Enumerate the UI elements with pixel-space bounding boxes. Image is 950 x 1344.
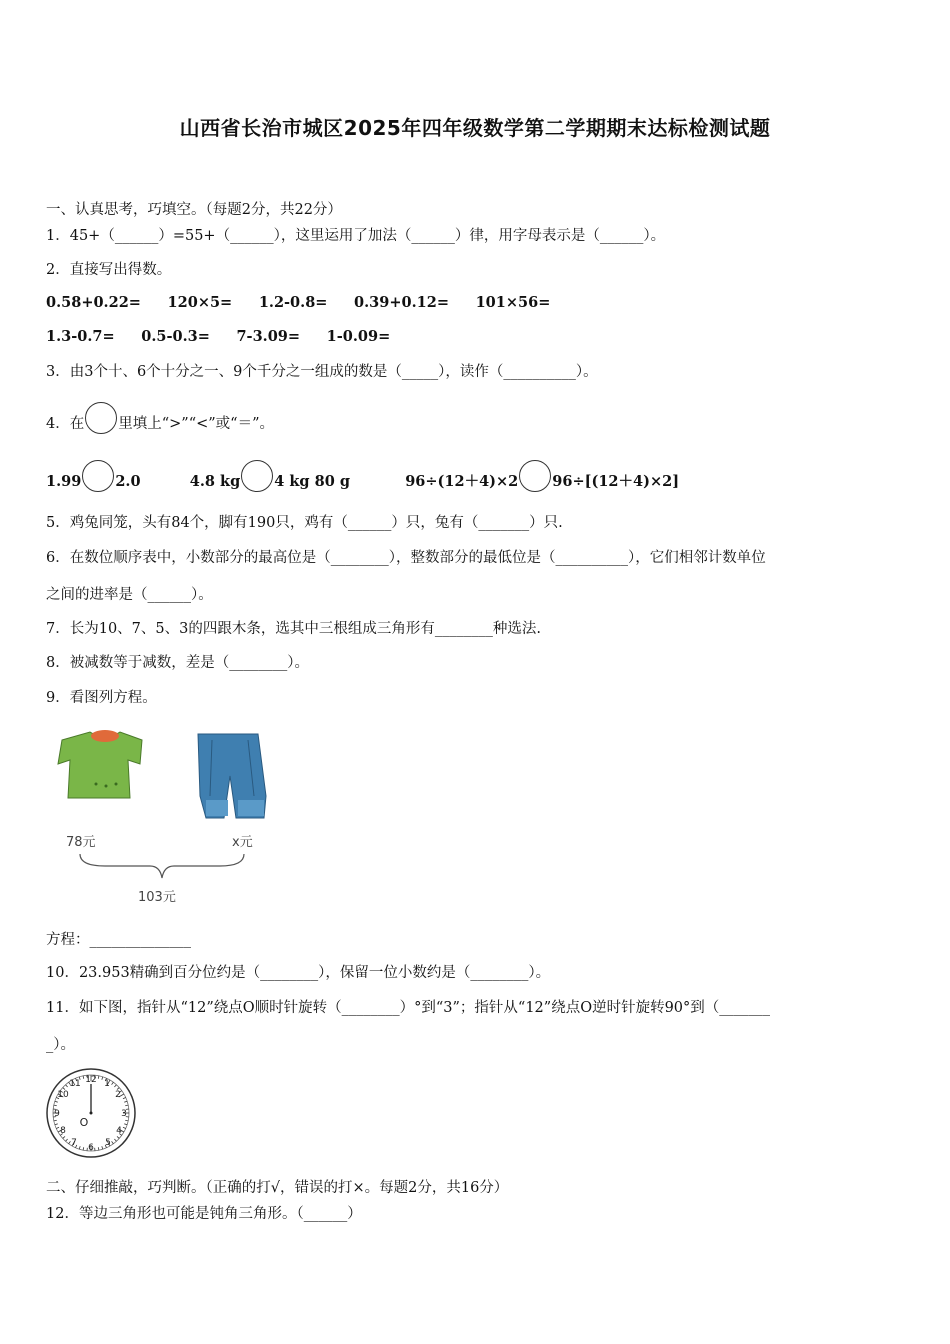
q4-prefix: 4．在	[46, 416, 85, 432]
clock-num-10: 10	[57, 1090, 69, 1100]
compare-row	[46, 466, 679, 498]
calc-item: 1-0.09=	[326, 328, 391, 345]
question-4	[46, 408, 274, 440]
calc-item: 120×5=	[167, 294, 233, 311]
calc-row-2	[46, 327, 412, 347]
calc-item: 0.5-0.3=	[141, 328, 210, 345]
compare-circle	[85, 402, 117, 434]
question-1: 1．45+（______）=55+（______），这里运用了加法（______）律，用字母表示是（______）。	[46, 228, 666, 244]
clock-num-7: 7	[71, 1138, 77, 1148]
calc-row-1	[46, 293, 572, 313]
shirt-price: 78元	[66, 835, 96, 850]
question-6-cont: 之间的进率是（______）。	[46, 587, 213, 603]
calc-item: 1.3-0.7=	[46, 328, 115, 345]
clock-num-5: 5	[105, 1138, 111, 1148]
q4-suffix: 里填上“>”“<”或“＝”。	[118, 416, 275, 432]
compare-circle-3[interactable]	[519, 460, 551, 492]
shirt-image	[58, 730, 142, 798]
clock-num-6: 6	[88, 1143, 94, 1153]
question-7: 7．长为10、7、5、3的四跟木条，选其中三根组成三角形有________种选法.	[46, 621, 541, 637]
question-6: 6．在数位顺序表中，小数部分的最高位是（________），整数部分的最低位是（__________），它们相邻计数单位	[46, 550, 766, 566]
calc-item: 0.39+0.12=	[354, 294, 449, 311]
calc-item: 0.58+0.22=	[46, 294, 141, 311]
compare-a1: 1.99	[46, 473, 82, 490]
total-price: 103元	[138, 890, 176, 905]
clock-num-12: 12	[85, 1075, 97, 1085]
question-2: 2．直接写出得数。	[46, 262, 172, 278]
clock-num-3: 3	[121, 1109, 127, 1119]
clock-num-1: 1	[104, 1079, 110, 1089]
clock-center-label: O	[79, 1116, 89, 1129]
pants-image	[198, 734, 266, 818]
question-3: 3．由3个十、6个十分之一、9个千分之一组成的数是（_____），读作（__________）。	[46, 364, 598, 380]
question-9: 9．看图列方程。	[46, 690, 157, 706]
compare-b1: 2.0	[115, 473, 141, 490]
clock-num-8: 8	[60, 1126, 66, 1136]
compare-b3: 96÷[(12＋4)×2]	[552, 473, 680, 490]
clock-num-2: 2	[115, 1090, 121, 1100]
brace	[80, 854, 244, 878]
calc-item: 1.2-0.8=	[258, 294, 328, 311]
question-12: 12．等边三角形也可能是钝角三角形。（______）	[46, 1206, 362, 1222]
clock-num-9: 9	[54, 1109, 60, 1119]
page-title: 山西省长治市城区2025年四年级数学第二学期期末达标检测试题	[179, 116, 771, 140]
pants-price: x元	[232, 835, 253, 850]
question-5: 5．鸡兔同笼，头有84个，脚有190只，鸡有（______）只，兔有（_______）只.	[46, 515, 563, 531]
clock-figure	[44, 1066, 138, 1160]
compare-b2: 4 kg 80 g	[274, 473, 350, 490]
compare-a3: 96÷(12＋4)×2	[405, 473, 519, 490]
question-11: 11．如下图，指针从“12”绕点O顺时针旋转（________）°到“3”；指针从“12”绕点O逆时针旋转90°到（_______	[46, 1000, 771, 1016]
question-9-equation: 方程：______________	[46, 932, 191, 948]
compare-circle-2[interactable]	[241, 460, 273, 492]
shirt-pants-figure	[50, 726, 280, 916]
compare-circle-1[interactable]	[82, 460, 114, 492]
section1-heading: 一、认真思考，巧填空。（每题2分，共22分）	[46, 202, 342, 218]
question-8: 8．被减数等于减数，差是（________）。	[46, 655, 309, 671]
question-11-cont: _）。	[46, 1037, 75, 1053]
clock-num-4: 4	[116, 1126, 122, 1136]
question-10: 10．23.953精确到百分位约是（________），保留一位小数约是（________）。	[46, 965, 551, 981]
calc-item: 7-3.09=	[236, 328, 301, 345]
compare-a2: 4.8 kg	[189, 473, 241, 490]
section2-heading: 二、仔细推敲，巧判断。（正确的打√，错误的打×。每题2分，共16分）	[46, 1180, 509, 1196]
clock-num-11: 11	[69, 1079, 81, 1089]
calc-item: 101×56=	[475, 294, 551, 311]
